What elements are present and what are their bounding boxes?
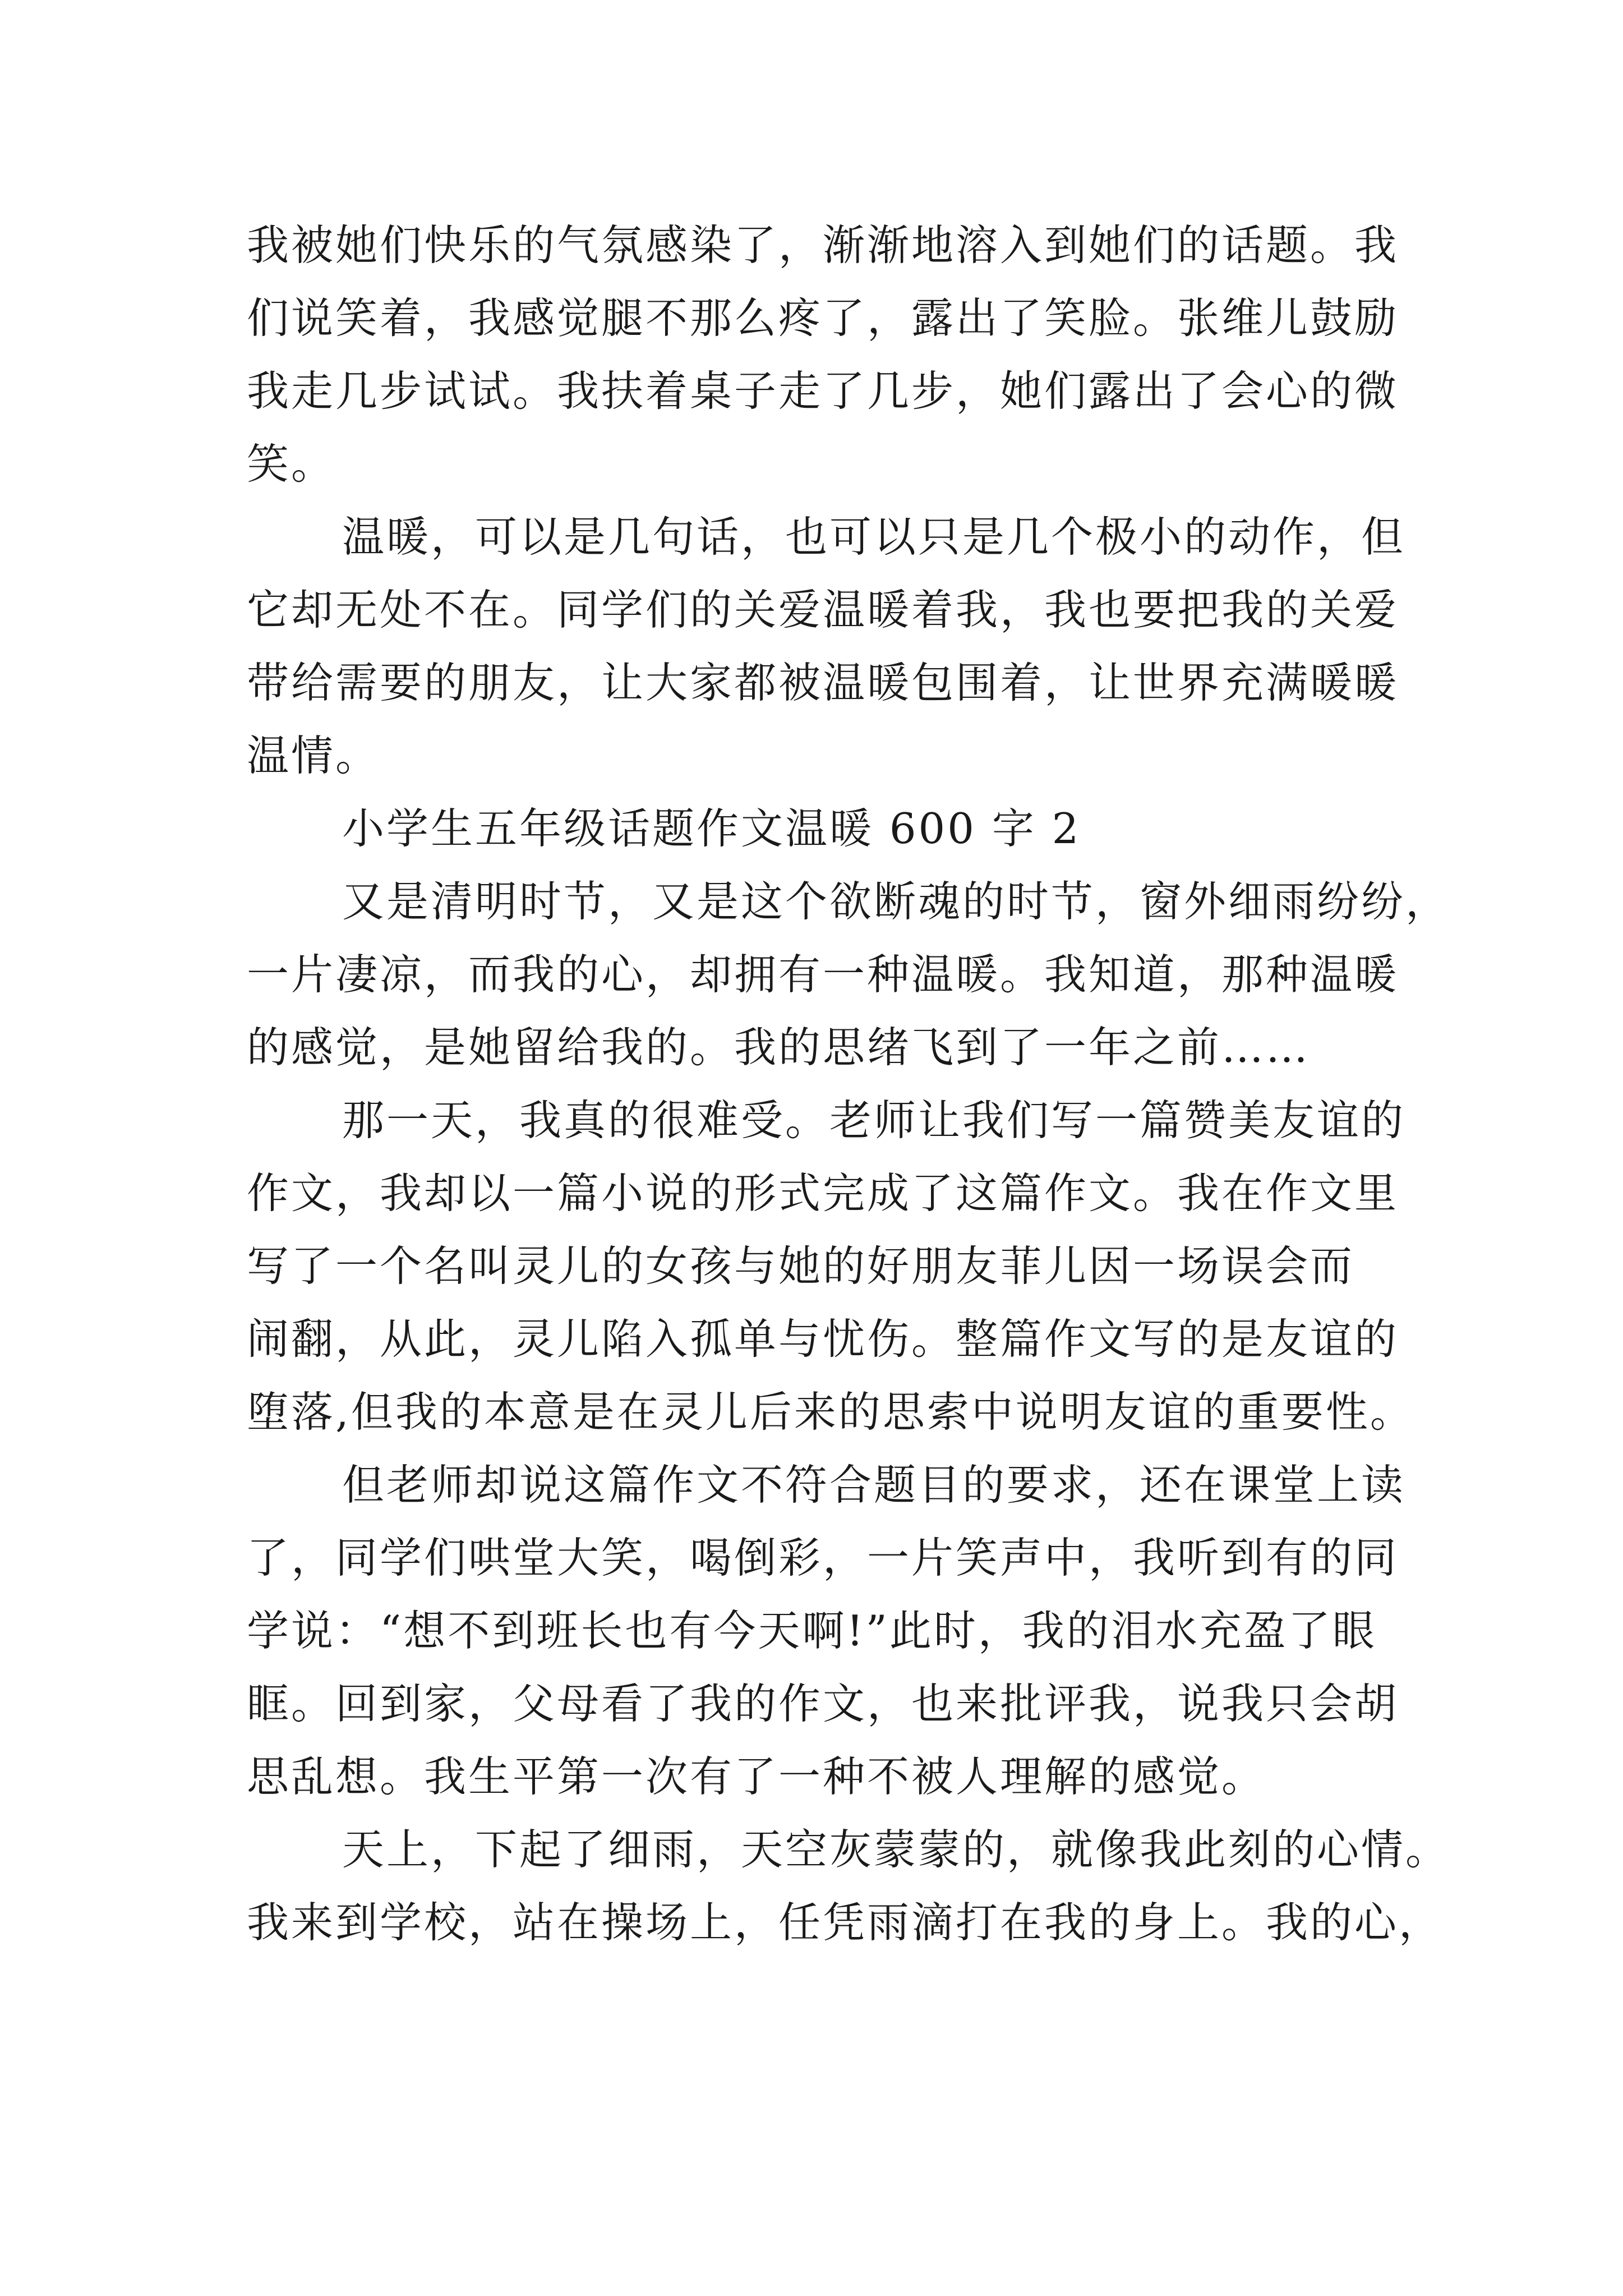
paragraph: [247, 500, 1406, 792]
text-line: 小学生五年级话题作文温暖 600 字 2: [342, 804, 1081, 853]
paragraph: [247, 209, 1399, 500]
text-line: 一片凄凉，而我的心，却拥有一种温暖。我知道，那种温暖: [247, 950, 1399, 999]
text-line: 我来到学校，站在操场上，任凭雨滴打在我的身上。我的心，: [247, 1898, 1444, 1947]
text-line: 但老师却说这篇作文不符合题目的要求，还在课堂上读: [342, 1460, 1406, 1510]
section-title: [247, 792, 1380, 865]
text-line: 温暖，可以是几句话，也可以只是几个极小的动作，但: [342, 512, 1406, 562]
text-line: 了，同学们哄堂大笑，喝倒彩，一片笑声中，我听到有的同: [247, 1533, 1399, 1582]
paragraph: [247, 1084, 1414, 1448]
text-line: 我走几步试试。我扶着桌子走了几步，她们露出了会心的微: [247, 366, 1399, 416]
text-line: 那一天，我真的很难受。老师让我们写一篇赞美友谊的: [342, 1096, 1406, 1145]
text-line: 眶。回到家，父母看了我的作文，也来批评我，说我只会胡: [247, 1679, 1399, 1728]
text-line: 天上，下起了细雨，天空灰蒙蒙的，就像我此刻的心情。: [342, 1825, 1450, 1874]
text-line: 的感觉，是她留给我的。我的思绪飞到了一年之前……: [247, 1023, 1311, 1072]
document-body: [247, 209, 1450, 1959]
text-line: 写了一个名叫灵儿的女孩与她的好朋友菲儿因一场误会而: [247, 1241, 1355, 1291]
text-line: 思乱想。我生平第一次有了一种不被人理解的感觉。: [247, 1752, 1266, 1801]
paragraph: [247, 1448, 1406, 1813]
text-line: 带给需要的朋友，让大家都被温暖包围着，让世界充满暖暖: [247, 658, 1399, 707]
text-line: 笑。: [247, 439, 336, 489]
text-line: 作文，我却以一篇小说的形式完成了这篇作文。我在作文里: [247, 1168, 1399, 1218]
text-line: 闹翻，从此，灵儿陷入孤单与忧伤。整篇作文写的是友谊的: [247, 1314, 1399, 1364]
text-line: 我被她们快乐的气氛感染了，渐渐地溶入到她们的话题。我: [247, 220, 1399, 270]
text-line: 又是清明时节，又是这个欲断魂的时节，窗外细雨纷纷，: [342, 877, 1450, 926]
text-line: 们说笑着，我感觉腿不那么疼了，露出了笑脸。张维儿鼓励: [247, 293, 1399, 343]
text-line: 堕落,但我的本意是在灵儿后来的思索中说明友谊的重要性。: [247, 1387, 1414, 1437]
text-line: 它却无处不在。同学们的关爱温暖着我，我也要把我的关爱: [247, 585, 1399, 634]
paragraph: [247, 865, 1450, 1084]
text-line: 学说：“想不到班长也有今天啊!”此时，我的泪水充盈了眼: [247, 1606, 1377, 1655]
text-line: 温情。: [247, 731, 380, 780]
paragraph: [247, 1813, 1450, 1959]
